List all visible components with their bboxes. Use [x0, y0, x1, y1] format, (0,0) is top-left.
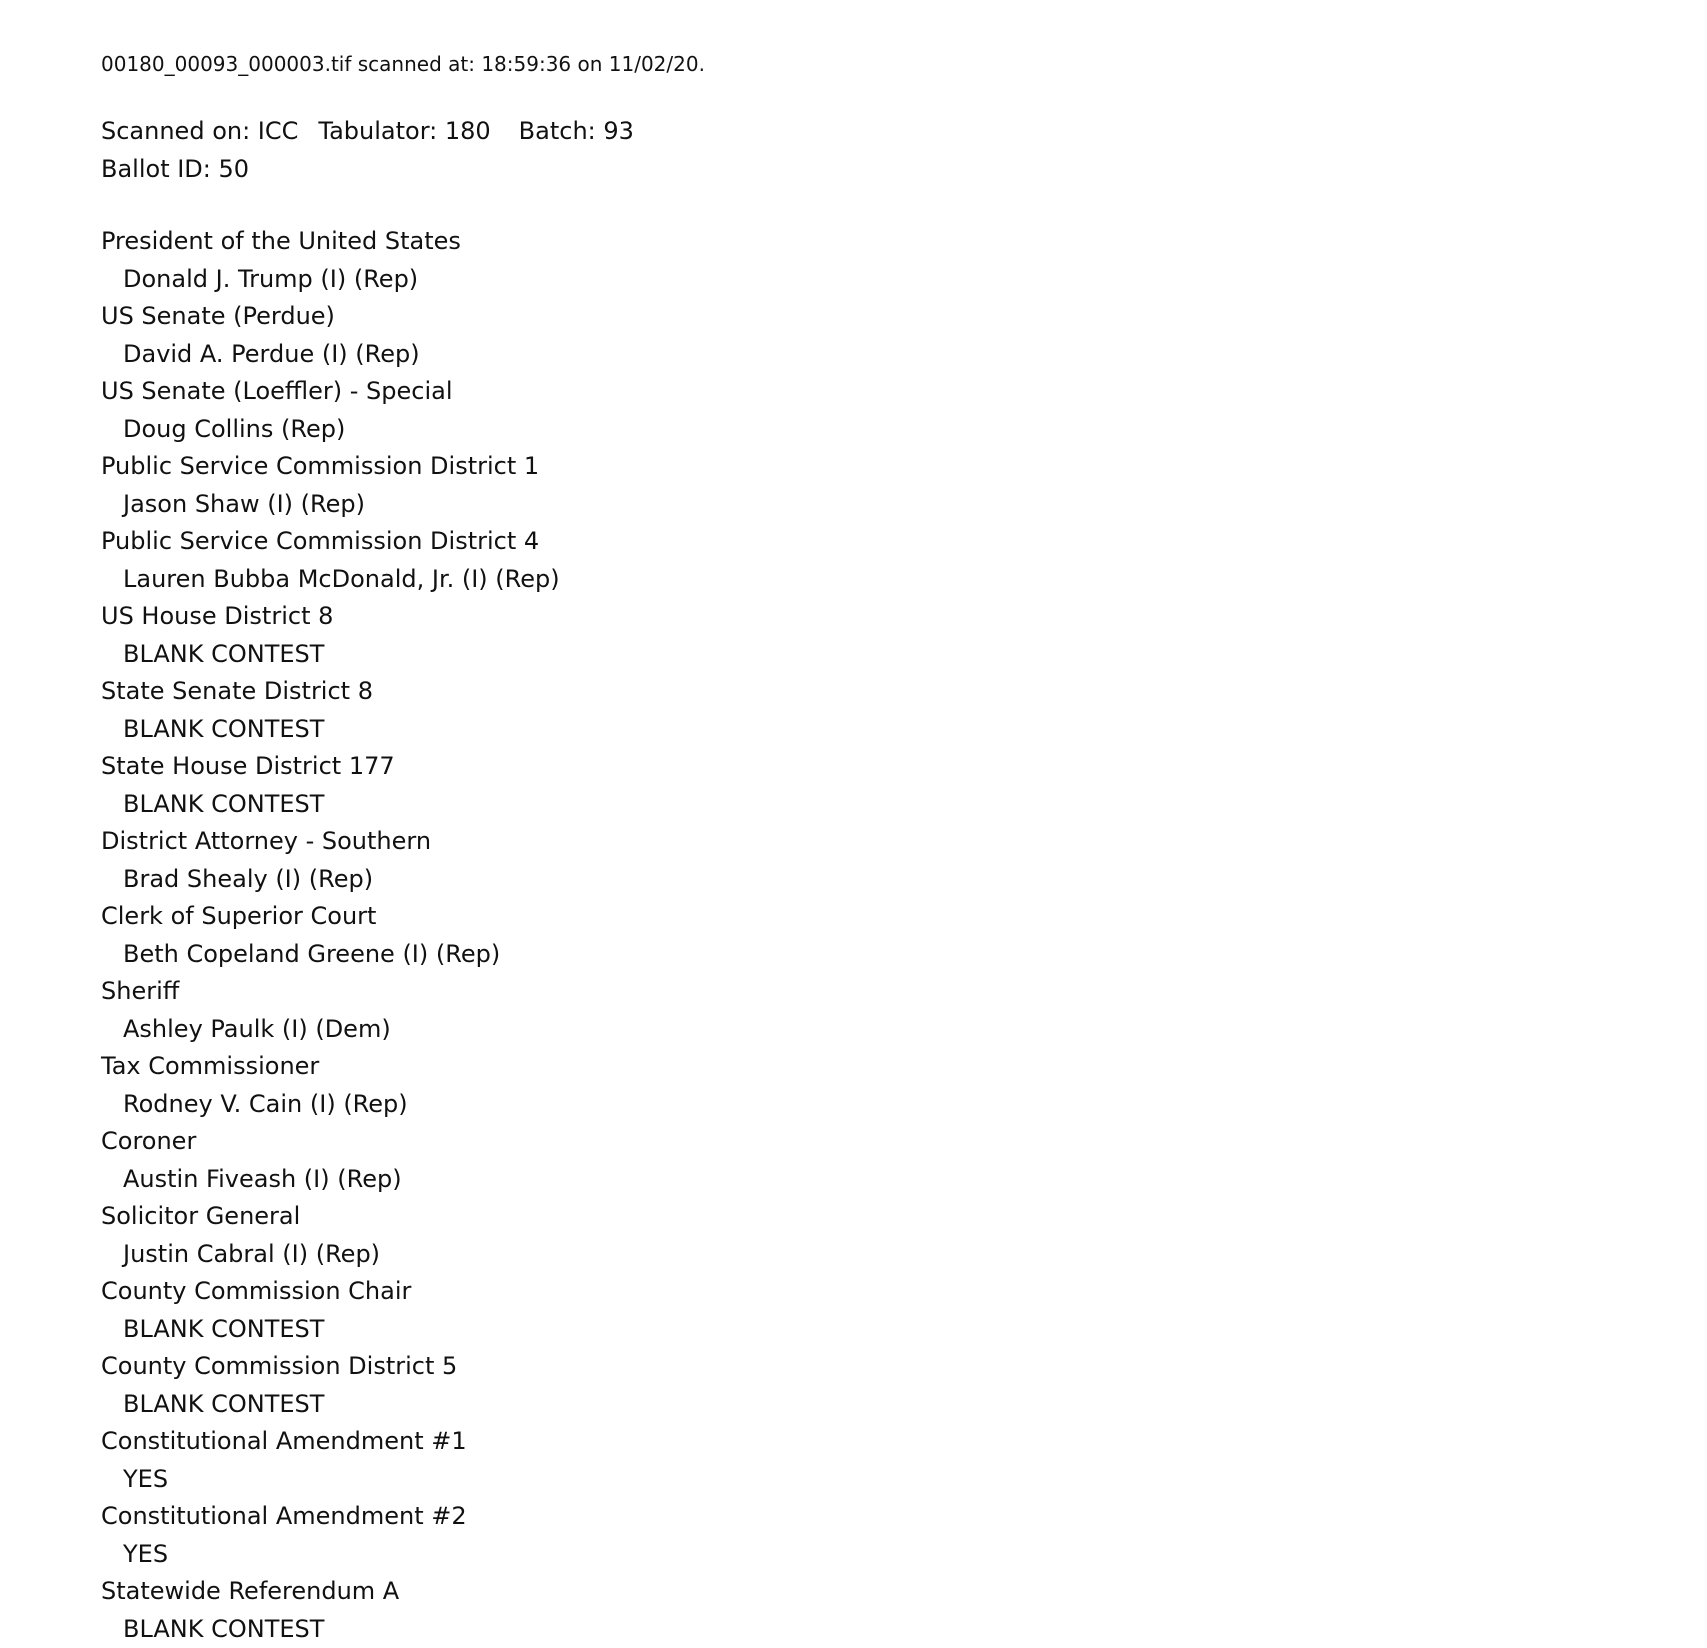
contest-selection: BLANK CONTEST	[123, 639, 325, 668]
contest-title: Public Service Commission District 4	[101, 527, 540, 555]
contest-selection: BLANK CONTEST	[123, 714, 325, 743]
contest-title: Constitutional Amendment #1	[101, 1427, 467, 1455]
contest-selection: BLANK CONTEST	[123, 1314, 325, 1343]
contest-selection: YES	[123, 1464, 169, 1493]
contest-selection: David A. Perdue (I) (Rep)	[123, 339, 420, 368]
contest-selection: Doug Collins (Rep)	[123, 414, 346, 443]
contest-selection: BLANK CONTEST	[123, 1614, 325, 1643]
contest-title: US House District 8	[101, 602, 334, 630]
contest-selection: Ashley Paulk (I) (Dem)	[123, 1014, 391, 1043]
contest-title: Statewide Referendum A	[101, 1577, 400, 1605]
contest-title: Coroner	[101, 1127, 197, 1155]
contest-title: US Senate (Perdue)	[101, 302, 335, 330]
scan-info-line: 00180_00093_000003.tif scanned at: 18:59:36 on 11/02/20.	[101, 52, 705, 76]
scan-metadata	[101, 112, 634, 188]
contest-selection: Beth Copeland Greene (I) (Rep)	[123, 939, 501, 968]
contest-item	[101, 373, 560, 448]
contest-selection: Jason Shaw (I) (Rep)	[123, 489, 365, 518]
contest-title: Clerk of Superior Court	[101, 902, 377, 930]
contest-title: County Commission Chair	[101, 1277, 412, 1305]
contest-title: State House District 177	[101, 752, 395, 780]
scanned-on-label: Scanned on: ICC	[101, 117, 299, 145]
contest-title: District Attorney - Southern	[101, 827, 432, 855]
ballot-id-row	[101, 150, 634, 188]
contest-title: Sheriff	[101, 977, 180, 1005]
contest-item	[101, 523, 560, 598]
contest-item	[101, 898, 560, 973]
batch-label: Batch: 93	[518, 117, 634, 145]
contest-selection: YES	[123, 1539, 169, 1568]
contest-item	[101, 598, 560, 673]
contest-title: US Senate (Loeffler) - Special	[101, 377, 453, 405]
contest-selection: Donald J. Trump (I) (Rep)	[123, 264, 419, 293]
contest-title: Public Service Commission District 1	[101, 452, 540, 480]
contest-title: State Senate District 8	[101, 677, 373, 705]
contest-item	[101, 1573, 560, 1648]
contest-selection: BLANK CONTEST	[123, 789, 325, 818]
contest-item	[101, 748, 560, 823]
contest-list	[101, 223, 560, 1648]
tabulator-label: Tabulator: 180	[318, 117, 491, 145]
contest-selection: Justin Cabral (I) (Rep)	[123, 1239, 381, 1268]
ballot-id-label: Ballot ID: 50	[101, 155, 250, 183]
contest-item	[101, 1273, 560, 1348]
contest-selection: Brad Shealy (I) (Rep)	[123, 864, 374, 893]
contest-item	[101, 448, 560, 523]
contest-item	[101, 1348, 560, 1423]
contest-item	[101, 1498, 560, 1573]
contest-item	[101, 673, 560, 748]
contest-item	[101, 1123, 560, 1198]
contest-item	[101, 223, 560, 298]
contest-selection: Austin Fiveash (I) (Rep)	[123, 1164, 402, 1193]
contest-title: Solicitor General	[101, 1202, 301, 1230]
contest-selection: Lauren Bubba McDonald, Jr. (I) (Rep)	[123, 564, 560, 593]
scan-metadata-row	[101, 112, 634, 150]
contest-title: President of the United States	[101, 227, 461, 255]
contest-selection: BLANK CONTEST	[123, 1389, 325, 1418]
contest-title: County Commission District 5	[101, 1352, 458, 1380]
contest-title: Tax Commissioner	[101, 1052, 320, 1080]
contest-item	[101, 823, 560, 898]
contest-item	[101, 1198, 560, 1273]
contest-selection: Rodney V. Cain (I) (Rep)	[123, 1089, 408, 1118]
contest-item	[101, 298, 560, 373]
contest-item	[101, 1048, 560, 1123]
contest-item	[101, 1423, 560, 1498]
contest-title: Constitutional Amendment #2	[101, 1502, 467, 1530]
contest-item	[101, 973, 560, 1048]
